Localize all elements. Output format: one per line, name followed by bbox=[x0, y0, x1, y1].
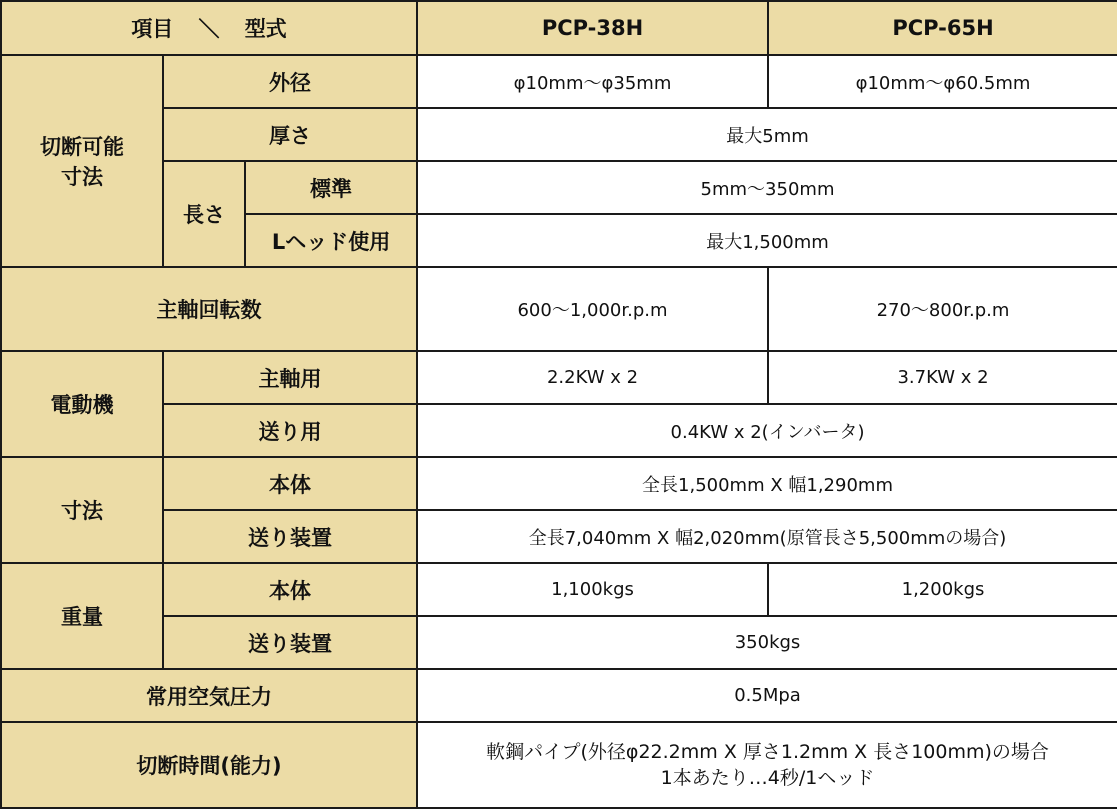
model-pcp-38h-header: PCP-38H bbox=[417, 1, 768, 55]
spindle-speed-label: 主軸回転数 bbox=[1, 267, 417, 351]
weight-feeder-row bbox=[1, 616, 1117, 669]
thickness-value: 最大5mm bbox=[417, 108, 1117, 161]
weight-body-value-38h: 1,100kgs bbox=[417, 563, 768, 616]
outer-diameter-value-38h: φ10mm～φ35mm bbox=[417, 55, 768, 108]
motor-spindle-value-65h: 3.7KW x 2 bbox=[768, 351, 1117, 404]
motor-feed-label: 送り用 bbox=[163, 404, 417, 457]
thickness-row bbox=[1, 108, 1117, 161]
motor-spindle-value-38h: 2.2KW x 2 bbox=[417, 351, 768, 404]
length-standard-value: 5mm～350mm bbox=[417, 161, 1117, 214]
weight-body-value-65h: 1,200kgs bbox=[768, 563, 1117, 616]
thickness-label: 厚さ bbox=[163, 108, 417, 161]
length-standard-label: 標準 bbox=[245, 161, 417, 214]
length-l-head-label: Lヘッド使用 bbox=[245, 214, 417, 267]
cutting-time-condition: 軟鋼パイプ(外径φ22.2mm X 厚さ1.2mm X 長さ100mm)の場合 bbox=[486, 741, 1049, 763]
weight-body-label: 本体 bbox=[163, 563, 417, 616]
cutting-time-rate: 1本あたり…4秒/1ヘッド bbox=[660, 767, 875, 789]
header-row bbox=[1, 1, 1117, 55]
motor-label: 電動機 bbox=[1, 351, 163, 457]
cutting-time-row bbox=[1, 722, 1117, 808]
outer-diameter-value-65h: φ10mm～φ60.5mm bbox=[768, 55, 1117, 108]
weight-feeder-label: 送り装置 bbox=[163, 616, 417, 669]
dimensions-feeder-value: 全長7,040mm X 幅2,020mm(原管長さ5,500mmの場合) bbox=[417, 510, 1117, 563]
dimensions-feeder-label: 送り装置 bbox=[163, 510, 417, 563]
weight-body-row bbox=[1, 563, 1117, 616]
motor-spindle-label: 主軸用 bbox=[163, 351, 417, 404]
separator-mark: ＼ bbox=[198, 17, 220, 41]
dimensions-body-label: 本体 bbox=[163, 457, 417, 510]
air-pressure-value: 0.5Mpa bbox=[417, 669, 1117, 722]
model-pcp-65h-header: PCP-65H bbox=[768, 1, 1117, 55]
weight-feeder-value: 350kgs bbox=[417, 616, 1117, 669]
dimensions-label: 寸法 bbox=[1, 457, 163, 563]
spindle-speed-row bbox=[1, 267, 1117, 351]
item-model-header bbox=[1, 1, 417, 55]
item-label: 項目 bbox=[131, 17, 174, 41]
dimensions-body-value: 全長1,500mm X 幅1,290mm bbox=[417, 457, 1117, 510]
motor-spindle-row bbox=[1, 351, 1117, 404]
length-standard-row bbox=[1, 161, 1117, 214]
length-l-head-value: 最大1,500mm bbox=[417, 214, 1117, 267]
model-label: 型式 bbox=[244, 17, 287, 41]
air-pressure-label: 常用空気圧力 bbox=[1, 669, 417, 722]
dimensions-feeder-row bbox=[1, 510, 1117, 563]
spindle-speed-value-38h: 600～1,000r.p.m bbox=[417, 267, 768, 351]
dimensions-body-row bbox=[1, 457, 1117, 510]
outer-diameter-row bbox=[1, 55, 1117, 108]
motor-feed-row bbox=[1, 404, 1117, 457]
weight-label: 重量 bbox=[1, 563, 163, 669]
spindle-speed-value-65h: 270～800r.p.m bbox=[768, 267, 1117, 351]
motor-feed-value: 0.4KW x 2(インバータ) bbox=[417, 404, 1117, 457]
cutting-time-label: 切断時間(能力) bbox=[1, 722, 417, 808]
length-label: 長さ bbox=[163, 161, 245, 267]
air-pressure-row bbox=[1, 669, 1117, 722]
cutting-time-value bbox=[417, 722, 1117, 808]
outer-diameter-label: 外径 bbox=[163, 55, 417, 108]
cutting-size-label: 切断可能 寸法 bbox=[1, 55, 163, 267]
